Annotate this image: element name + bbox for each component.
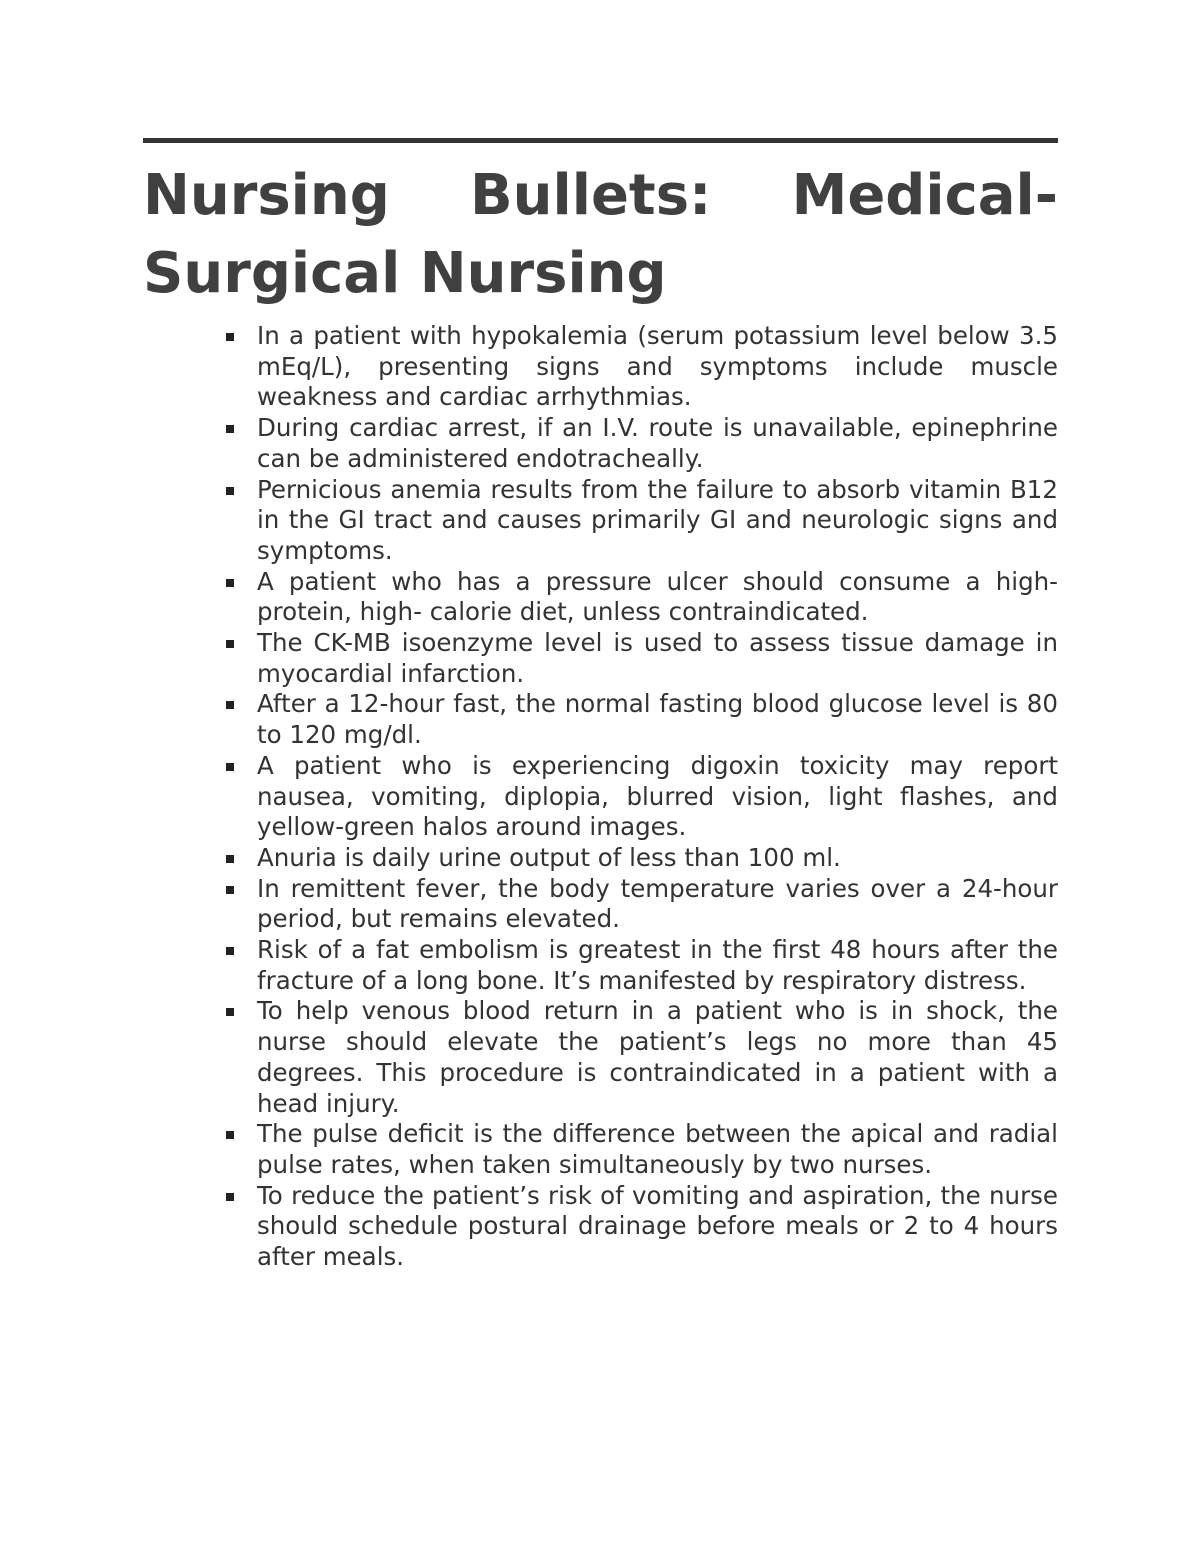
bullet-item (257, 1181, 1058, 1273)
bullet-text: Anuria is daily urine output of less than 100 ml. (257, 842, 841, 872)
bullet-text: A patient who has a pressure ulcer should consume a high-protein, high- calorie diet, unless contraindicated. (257, 566, 1058, 627)
bullet-item (257, 689, 1058, 750)
bullet-text: A patient who is experiencing digoxin toxicity may report nausea, vomiting, diplopia, blurred vision, light flashes, and yellow-green halos around images. (257, 750, 1058, 842)
square-bullet-icon (226, 1008, 234, 1016)
bullet-item (257, 475, 1058, 567)
bullet-item (257, 996, 1058, 1119)
square-bullet-icon (226, 701, 234, 709)
bullet-text: To reduce the patient’s risk of vomiting and aspiration, the nurse should schedule postural drainage before meals or 2 to 4 hours after meals. (257, 1180, 1058, 1272)
bullet-text: The CK-MB isoenzyme level is used to assess tissue damage in myocardial infarction. (257, 628, 1058, 688)
square-bullet-icon (226, 579, 234, 587)
bullet-item (257, 1119, 1058, 1180)
bullet-text: In a patient with hypokalemia (serum potassium level below 3.5 mEq/L), presenting signs and symptoms include muscle weakness and cardiac arrhythmias. (257, 321, 1058, 412)
document-title: Nursing Bullets: Medical-Surgical Nursing (143, 163, 1058, 306)
square-bullet-icon (226, 333, 234, 341)
bullet-item (257, 843, 1058, 874)
bullet-text: Risk of a fat embolism is greatest in the first 48 hours after the fracture of a long bone. It’s manifested by respiratory distress. (257, 935, 1058, 995)
square-bullet-icon (226, 640, 234, 648)
bullet-item (257, 567, 1058, 628)
square-bullet-icon (226, 425, 234, 433)
square-bullet-icon (226, 855, 234, 863)
document-page (143, 138, 1058, 1273)
top-divider (143, 138, 1058, 143)
bullet-text: Pernicious anemia results from the failure to absorb vitamin B12 in the GI tract and causes primarily GI and neurologic signs and symptoms. (257, 474, 1058, 565)
bullet-text: To help venous blood return in a patient who is in shock, the nurse should elevate the patient’s legs no more than 45 degrees. This procedure is contraindicated in a patient with a head injury. (257, 996, 1058, 1118)
bullet-item (257, 321, 1058, 413)
bullet-item (257, 935, 1058, 996)
bullet-item (257, 874, 1058, 935)
bullet-item (257, 751, 1058, 843)
square-bullet-icon (226, 763, 234, 771)
bullet-text: In remittent fever, the body temperature varies over a 24-hour period, but remains elevated. (257, 873, 1058, 934)
bullet-text: During cardiac arrest, if an I.V. route is unavailable, epinephrine can be administered endotracheally. (257, 413, 1058, 473)
square-bullet-icon (226, 1193, 234, 1201)
bullet-text: After a 12-hour fast, the normal fasting blood glucose level is 80 to 120 mg/dl. (257, 689, 1058, 750)
bullet-item (257, 413, 1058, 474)
bullet-list (143, 321, 1058, 1273)
square-bullet-icon (226, 886, 234, 894)
square-bullet-icon (226, 947, 234, 955)
square-bullet-icon (226, 1131, 234, 1139)
bullet-item (257, 628, 1058, 689)
bullet-text: The pulse deficit is the difference between the apical and radial pulse rates, when taken simultaneously by two nurses. (257, 1119, 1058, 1179)
square-bullet-icon (226, 487, 234, 495)
